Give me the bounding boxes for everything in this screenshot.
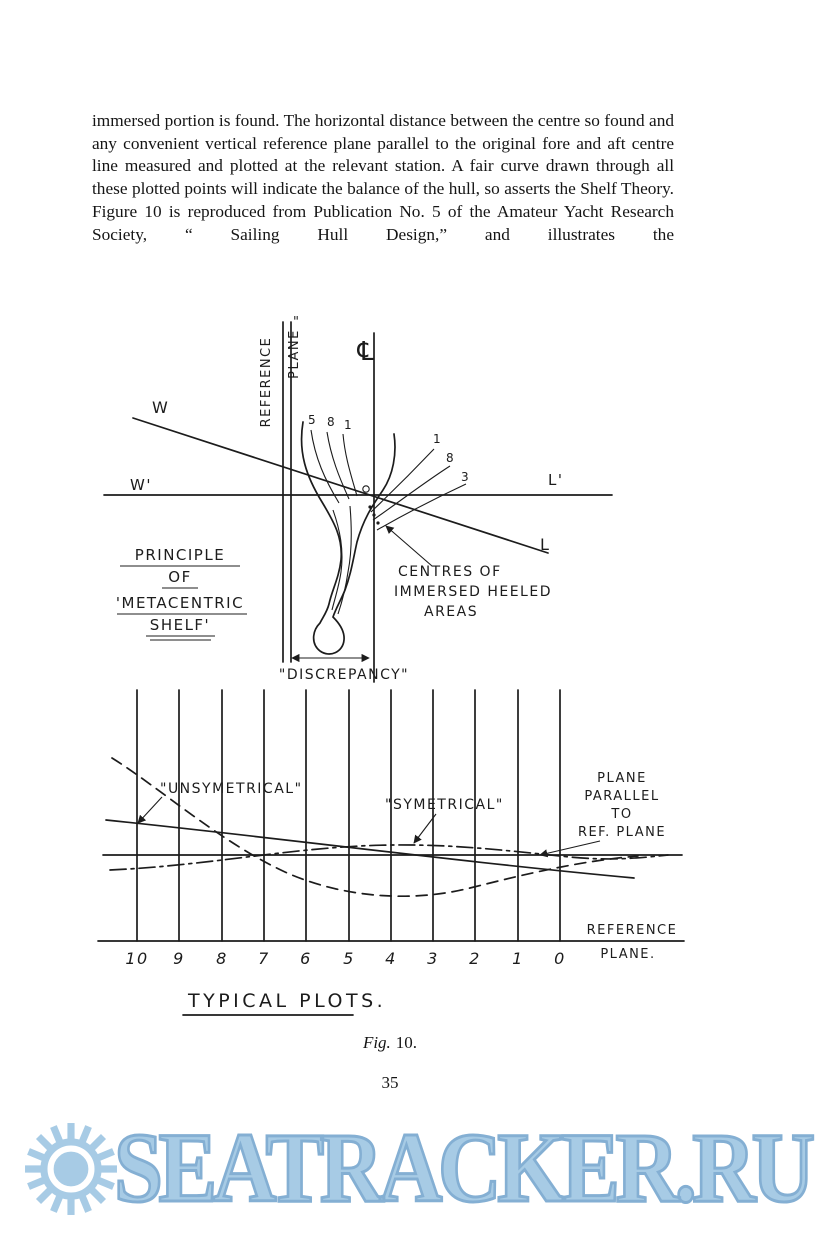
station-number: 1 bbox=[512, 949, 524, 968]
unsymmetrical-label: "UNSYMETRICAL" bbox=[160, 781, 303, 797]
figure-caption bbox=[0, 1033, 780, 1053]
unsymmetrical-pointer bbox=[138, 797, 162, 823]
plane-parallel-pointer bbox=[540, 841, 600, 855]
plots-title: TYPICAL PLOTS. bbox=[188, 990, 387, 1012]
watermark-text: SEATRACKER.RU bbox=[114, 1112, 811, 1223]
station-number: 9 bbox=[173, 949, 185, 968]
centre-mark-circle bbox=[363, 486, 369, 492]
figure-caption-number: 10. bbox=[395, 1033, 418, 1052]
unsymmetrical-curve bbox=[112, 758, 638, 896]
ditto-tick: " bbox=[293, 315, 301, 330]
sloped-plot-line bbox=[106, 820, 634, 878]
shelf-title-line: PRINCIPLE bbox=[134, 546, 226, 564]
heeled-waterline bbox=[133, 418, 551, 554]
centre-dot bbox=[376, 521, 379, 524]
left-heel-curves bbox=[311, 430, 357, 503]
shelf-diagram bbox=[104, 315, 612, 683]
station-number: 5 bbox=[343, 949, 355, 968]
symmetrical-curve bbox=[110, 845, 668, 870]
label-l-prime: L' bbox=[548, 471, 564, 489]
label-w-prime: W' bbox=[130, 476, 152, 494]
label-w: W bbox=[152, 398, 170, 417]
plane-parallel-label-line: REF. PLANE bbox=[577, 825, 667, 840]
station-number: 6 bbox=[300, 949, 312, 968]
station-number: 7 bbox=[258, 949, 270, 968]
centres-pointer-arrow bbox=[386, 526, 432, 566]
station-number: 0 bbox=[554, 949, 566, 968]
shelf-title-block bbox=[116, 546, 247, 640]
discrepancy-label: "DISCREPANCY" bbox=[278, 667, 410, 683]
centreline-symbol: ℄ bbox=[354, 337, 378, 367]
station-grid-lines bbox=[137, 690, 560, 941]
left-section-number: 5 bbox=[308, 413, 318, 427]
centre-dot bbox=[372, 513, 375, 516]
plots-diagram bbox=[98, 690, 684, 1015]
figure-caption-label: Fig. bbox=[362, 1033, 391, 1052]
centre-dot bbox=[368, 505, 371, 508]
shelf-title-line: SHELF' bbox=[149, 616, 211, 634]
station-number: 4 bbox=[385, 949, 397, 968]
plane-vertical-label: PLANE bbox=[287, 329, 302, 379]
label-l: L bbox=[540, 535, 551, 554]
plane-parallel-label-line: PLANE bbox=[597, 771, 647, 786]
station-numbers bbox=[125, 949, 566, 968]
reference-plane-vertical-label: REFERENCE bbox=[259, 336, 274, 428]
plane-parallel-label-line: PARALLEL bbox=[584, 789, 660, 804]
right-section-number: 8 bbox=[446, 451, 456, 465]
reference-plane-label-line: REFERENCE bbox=[586, 923, 678, 938]
left-section-number: 1 bbox=[344, 418, 354, 432]
sun-icon bbox=[24, 1122, 118, 1216]
left-section-number: 8 bbox=[327, 415, 337, 429]
centres-label-line: AREAS bbox=[424, 604, 479, 620]
centres-label-line: IMMERSED HEELED bbox=[394, 584, 552, 600]
symmetrical-label: "SYMETRICAL" bbox=[385, 797, 504, 813]
plane-parallel-label-block bbox=[578, 771, 666, 840]
station-number: 10 bbox=[125, 949, 149, 968]
hull-outline-path bbox=[302, 422, 395, 654]
body-paragraph: immersed portion is found. The horizontal distance between the centre so found and any convenient vertical reference plane parallel to the original fore and aft centre line measured and plotted at the relevant station. A fair curve drawn through all these plotted points will indicate the balance of the hull, so asserts the Shelf Theory. Figure 10 is reproduced from Publication No. 5 of the Amateur Yacht Research Society, “ Sailing Hull Design,” and illustrates the bbox=[92, 111, 674, 244]
station-number: 2 bbox=[469, 949, 481, 968]
reference-plane-label-block bbox=[587, 923, 678, 962]
right-section-number: 3 bbox=[461, 470, 471, 484]
shelf-title-line: OF bbox=[168, 568, 192, 586]
centres-label-block bbox=[394, 564, 552, 620]
shelf-title-line: 'METACENTRIC bbox=[115, 594, 245, 612]
station-number: 3 bbox=[427, 949, 439, 968]
right-section-number: 1 bbox=[433, 432, 443, 446]
reference-plane-label-line: PLANE. bbox=[600, 947, 656, 962]
figure-10-drawing bbox=[0, 310, 825, 1060]
plane-parallel-label-line: TO bbox=[611, 807, 633, 822]
page-number: 35 bbox=[381, 1073, 399, 1092]
station-number: 8 bbox=[216, 949, 228, 968]
centres-label-line: CENTRES OF bbox=[398, 564, 502, 580]
